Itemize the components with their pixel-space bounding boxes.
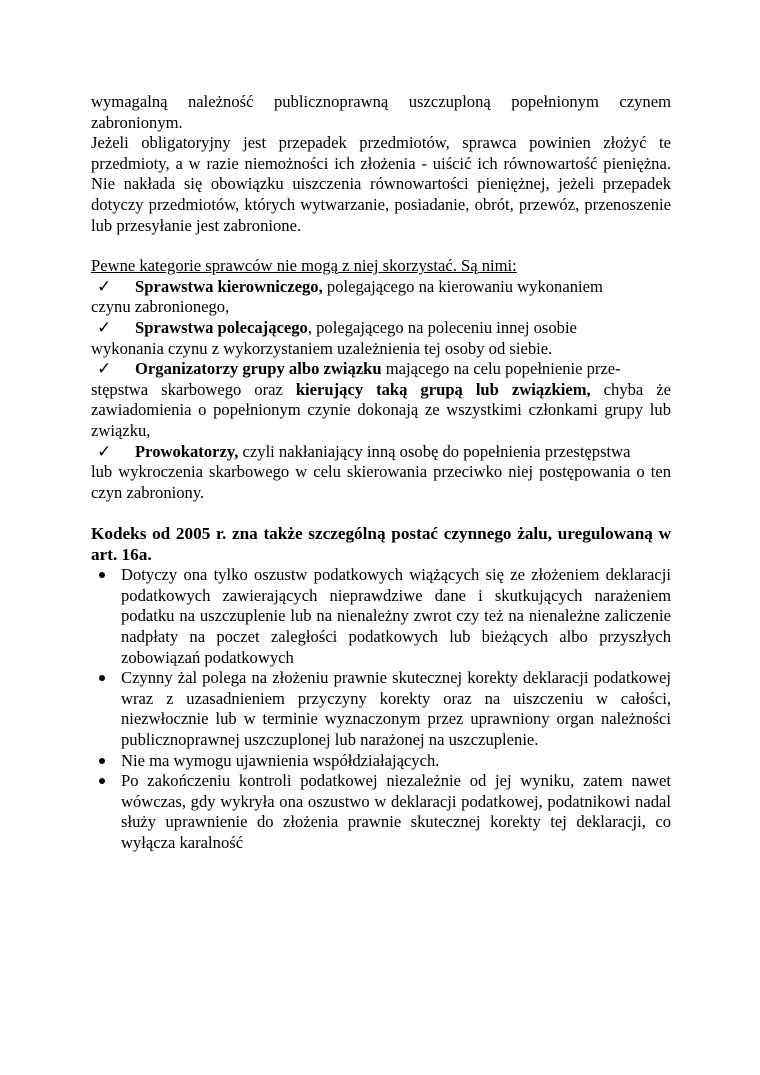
bullet-text: Czynny żal polega na złożeniu prawnie skutecznej korekty deklaracji podatkowej wraz z uzasadnieniem przyczyny korekty oraz na uiszczeniu w całości, niezwłocznie lub w terminie wyznaczonym przez uprawniony organ należności publicznoprawnej uszczuplonej lub narażonej na uszczuplenie. [121, 668, 671, 750]
item-text: czyli nakłaniający inną osobę do popełnienia przestępstwa [238, 441, 631, 461]
bullet-text: Dotyczy ona tylko oszustw podatkowych wiążących się ze złożeniem deklaracji podatkowych zawierających nieprawdziwe dane i skutkujących narażeniem podatku na uszczuplenie lub na nienależny zwrot czy też na nienależne zaliczenie nadpłaty na poczet zaległości podatkowych lub bieżących albo przyszłych zobowiązań podatkowych [121, 565, 671, 667]
list-item [77, 565, 671, 668]
item-continuation: lub wykroczenia skarbowego w celu skierowania przeciwko niej postępowania o ten czyn zabroniony. [91, 462, 671, 502]
list-item [77, 668, 671, 750]
bullet-icon [99, 675, 105, 681]
checkmark-icon: ✓ [97, 317, 112, 338]
page-content [91, 92, 671, 854]
list-item [77, 751, 671, 772]
item-bold: Sprawstwa kierowniczego, [135, 276, 323, 296]
item-text: mającego na celu popełnienie prze- [381, 359, 621, 379]
intro-paragraph-1: wymagalną należność publicznoprawną uszczuploną popełnionym czynem zabronionym. [91, 92, 671, 132]
item-cont-bold: kierujący taką grupą lub związkiem, [295, 379, 591, 399]
bullet-icon [99, 758, 105, 764]
item-cont-text: stępstwa skarbowego oraz [91, 379, 296, 399]
bullet-icon [99, 778, 105, 784]
bullet-text: Po zakończeniu kontroli podatkowej niezależnie od jej wyniku, zatem nawet wówczas, gdy wykryła ona oszustwo w deklaracji podatkowej, podatnikowi nadal służy uprawnienie do złożenia prawnie skutecznej korekty tej deklaracji, co wyłącza karalność [121, 771, 671, 852]
intro-paragraph-2: Jeżeli obligatoryjny jest przepadek przedmiotów, sprawca powinien złożyć te przedmioty, a w razie niemożności ich złożenia - uiścić ich równowartość pieniężna. Nie nakłada się obowiązku uiszczenia równowartości pieniężnej, jeżeli przepadek dotyczy przedmiotów, których wytwarzanie, posiadanie, obrót, przewóz, przenoszenie lub przesyłanie jest zabronione. [91, 133, 671, 235]
item-cont-text-b: chyba że zawiadomienia o popełnionym czynie dokonają ze wszystkimi członkami grupy lub związku, [91, 379, 671, 440]
bullet-text: Nie ma wymogu ujawnienia współdziałających. [121, 750, 440, 770]
item-text: polegającego na kierowaniu wykonaniem [322, 276, 603, 296]
bullet-icon [99, 572, 105, 578]
list-item [77, 771, 671, 853]
categories-list [91, 277, 671, 504]
list-item [91, 442, 671, 504]
checkmark-icon: ✓ [97, 359, 112, 380]
section-title: Kodeks od 2005 r. zna także szczególną postać czynnego żalu, uregulowaną w art. 16a. [91, 524, 671, 565]
item-continuation [91, 380, 671, 442]
list-item [91, 359, 671, 441]
list-item [91, 277, 671, 318]
section-bullet-list [91, 565, 671, 853]
item-bold: Sprawstwa polecającego [135, 317, 308, 337]
checkmark-icon: ✓ [97, 441, 112, 462]
item-text: , polegającego na poleceniu innej osobie [307, 317, 577, 337]
checkmark-icon: ✓ [97, 276, 112, 297]
item-bold: Organizatorzy grupy albo związku [135, 359, 382, 379]
item-continuation: czynu zabronionego, [91, 297, 230, 317]
item-continuation: wykonania czynu z wykorzystaniem uzależnienia tej osoby od siebie. [91, 338, 553, 358]
item-bold: Prowokatorzy, [135, 441, 239, 461]
categories-heading: Pewne kategorie sprawców nie mogą z niej skorzystać. Są nimi: [91, 256, 517, 276]
list-item [91, 318, 671, 359]
